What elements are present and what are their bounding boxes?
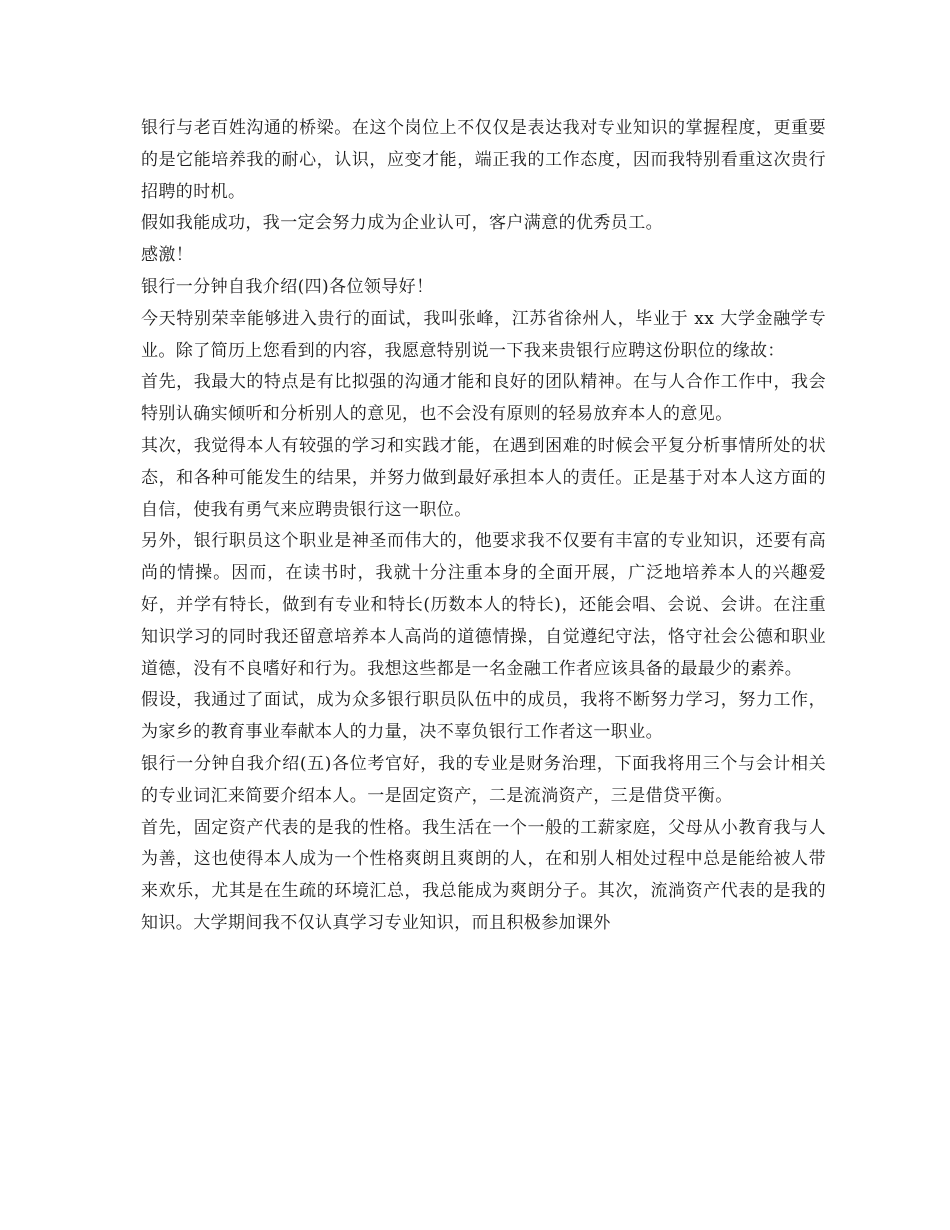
paragraph-6: 首先，我最大的特点是有比拟强的沟通才能和良好的团队精神。在与人合作工作中，我会特别认确实倾听和分析别人的意见，也不会没有原则的轻易放弃本人的意见。 [141,372,826,425]
paragraph-10-heading: 银行一分钟自我介绍(五)各位考官好，我的专业是财务治理，下面我将用三个与会计相关的专业词汇来简要介绍本人。一是固定资产，二是流淌资产，三是借贷平衡。 [141,753,826,806]
paragraph-8: 另外，银行职员这个职业是神圣而伟大的，他要求我不仅要有丰富的专业知识，还要有高尚的情操。因而，在读书时，我就十分注重本身的全面开展，广泛地培养本人的兴趣爱好，并学有特长，做到有专业和特长(历数本人的特长)，还能会唱、会说、会讲。在注重知识学习的同时我还留意培养本人高尚的道德情操，自觉遵纪守法，恪守社会公德和职业道德，没有不良嗜好和行为。我想这些都是一名金融工作者应该具备的最最少的素养。 [141,531,826,679]
paragraph-9: 假设，我通过了面试，成为众多银行职员队伍中的成员，我将不断努力学习，努力工作，为家乡的教育事业奉献本人的力量，决不辜负银行工作者这一职业。 [141,690,826,743]
document-body [141,113,826,940]
paragraph-2: 假如我能成功，我一定会努力成为企业认可，客户满意的优秀员工。 [141,213,663,234]
paragraph-4-heading: 银行一分钟自我介绍(四)各位领导好！ [141,276,434,297]
paragraph-3: 感激！ [141,245,194,266]
paragraph-7: 其次，我觉得本人有较强的学习和实践才能，在遇到困难的时候会平复分析事情所处的状态，和各种可能发生的结果，并努力做到最好承担本人的责任。正是基于对本人这方面的自信，使我有勇气来应聘贵银行这一职位。 [141,435,826,520]
paragraph-5: 今天特别荣幸能够进入贵行的面试，我叫张峰，江苏省徐州人，毕业于 xx 大学金融学专业。除了简历上您看到的内容，我愿意特别说一下我来贵银行应聘这份职位的缘故： [141,308,826,361]
paragraph-1: 银行与老百姓沟通的桥梁。在这个岗位上不仅仅是表达我对专业知识的掌握程度，更重要的是它能培养我的耐心，认识，应变才能，端正我的工作态度，因而我特别看重这次贵行招聘的时机。 [141,118,826,202]
paragraph-11: 首先，固定资产代表的是我的性格。我生活在一个一般的工薪家庭，父母从小教育我与人为善，这也使得本人成为一个性格爽朗且爽朗的人，在和别人相处过程中总是能给被人带来欢乐，尤其是在生疏的环境汇总，我总能成为爽朗分子。其次，流淌资产代表的是我的知识。大学期间我不仅认真学习专业知识，而且积极参加课外 [141,817,826,933]
